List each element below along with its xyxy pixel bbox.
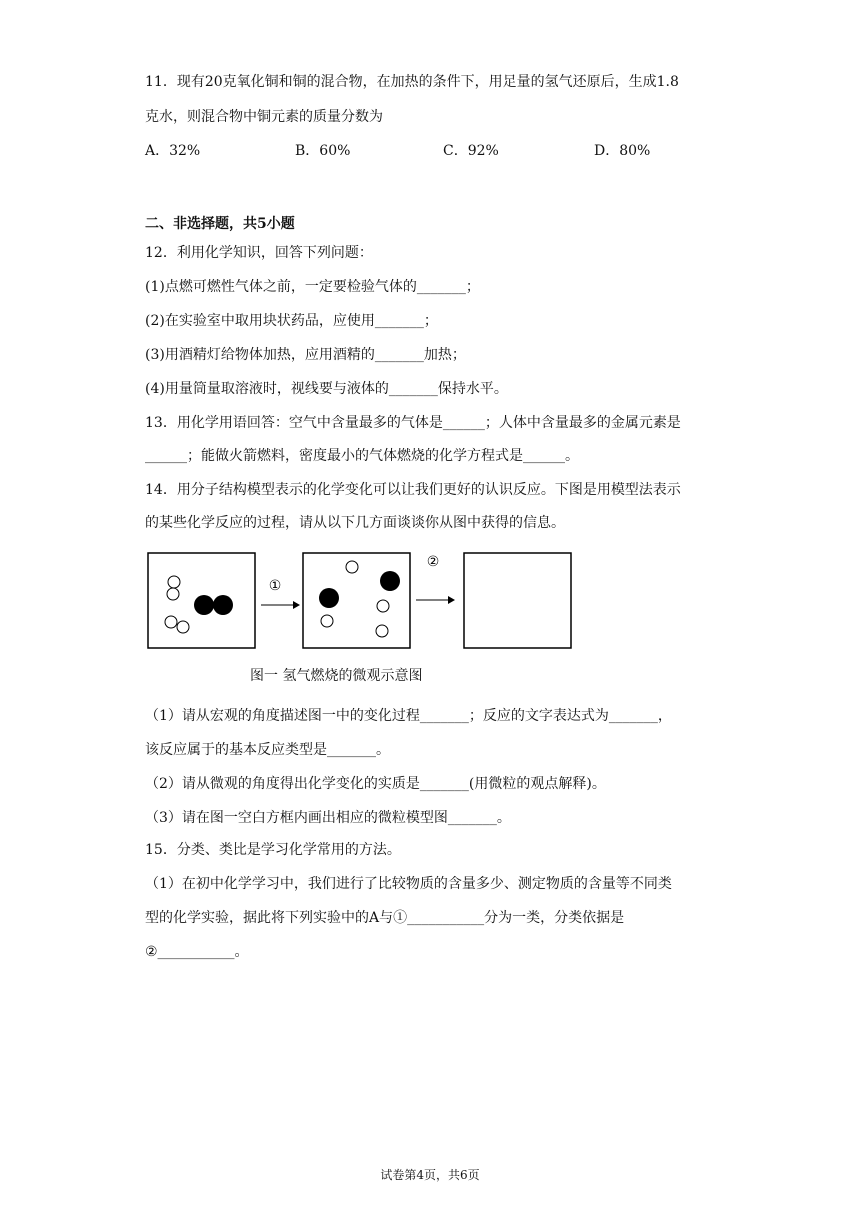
hydrogen-atom bbox=[167, 588, 179, 600]
q14-line1: 14．用分子结构模型表示的化学变化可以让我们更好的认识反应。下图是用模型法表示 bbox=[145, 482, 681, 498]
arrow-1-head bbox=[293, 601, 300, 609]
q15-line2: 型的化学实验，据此将下列实验中的A与①___________分为一类，分类依据是 bbox=[145, 910, 625, 926]
q14-sub2: （2）请从微观的角度得出化学变化的实质是_______(用微粒的观点解释)。 bbox=[145, 776, 606, 792]
q14-line2: 的某些化学反应的过程，请从以下几方面谈谈你从图中获得的信息。 bbox=[145, 515, 565, 531]
section-title: 二、非选择题，共5小题 bbox=[145, 216, 295, 232]
hydrogen-atom bbox=[321, 615, 333, 627]
q12-item-4: (4)用量筒量取溶液时，视线要与液体的_______保持水平。 bbox=[145, 381, 508, 397]
reaction-diagram bbox=[147, 552, 577, 654]
q11-line1: 11．现有20克氧化铜和铜的混合物，在加热的条件下，用足量的氢气还原后，生成1.8 bbox=[145, 74, 679, 90]
q15-line3: ②___________。 bbox=[145, 944, 249, 960]
q14-sub1-line1: （1）请从宏观的角度描述图一中的变化过程_______；反应的文字表达式为_______， bbox=[145, 708, 672, 724]
hydrogen-atom bbox=[377, 600, 389, 612]
q11-line2: 克水，则混合物中铜元素的质量分数为 bbox=[145, 109, 383, 125]
q12-stem: 12．利用化学知识，回答下列问题： bbox=[145, 245, 373, 261]
q11-option-a: A．32% bbox=[145, 143, 201, 159]
arrow-2-head bbox=[448, 596, 455, 604]
q13-line1: 13．用化学用语回答：空气中含量最多的气体是______；人体中含量最多的金属元素是 bbox=[145, 415, 681, 431]
oxygen-atom bbox=[319, 588, 339, 608]
q13-line2: ______；能做火箭燃料，密度最小的气体燃烧的化学方程式是______。 bbox=[145, 448, 579, 464]
box-empty bbox=[464, 553, 571, 648]
q11-option-c: C．92% bbox=[443, 143, 499, 159]
q15-stem: 15．分类、类比是学习化学常用的方法。 bbox=[145, 842, 401, 858]
q12-item-3: (3)用酒精灯给物体加热，应用酒精的_______加热； bbox=[145, 347, 466, 363]
oxygen-atom bbox=[194, 595, 214, 615]
arrow-2-label: ② bbox=[426, 554, 440, 570]
page-footer: 试卷第4页，共6页 bbox=[380, 1168, 480, 1182]
hydrogen-atom bbox=[177, 621, 189, 633]
q15-line1: （1）在初中化学学习中，我们进行了比较物质的含量多少、测定物质的含量等不同类 bbox=[145, 876, 672, 892]
q12-item-2: (2)在实验室中取用块状药品，应使用_______； bbox=[145, 313, 438, 329]
q11-option-d: D．80% bbox=[594, 143, 651, 159]
oxygen-atom bbox=[380, 571, 400, 591]
q12-item-1: (1)点燃可燃性气体之前，一定要检验气体的_______； bbox=[145, 279, 480, 295]
oxygen-atom bbox=[213, 595, 233, 615]
q14-sub3: （3）请在图一空白方框内画出相应的微粒模型图_______。 bbox=[145, 810, 511, 826]
hydrogen-atom bbox=[165, 616, 177, 628]
diagram-caption: 图一 氢气燃烧的微观示意图 bbox=[250, 668, 423, 684]
q14-sub1-line2: 该反应属于的基本反应类型是_______。 bbox=[145, 742, 390, 758]
q11-option-b: B．60% bbox=[295, 143, 351, 159]
hydrogen-atom bbox=[168, 576, 180, 588]
hydrogen-atom bbox=[346, 561, 358, 573]
arrow-1-label: ① bbox=[268, 578, 282, 594]
hydrogen-atom bbox=[376, 625, 388, 637]
